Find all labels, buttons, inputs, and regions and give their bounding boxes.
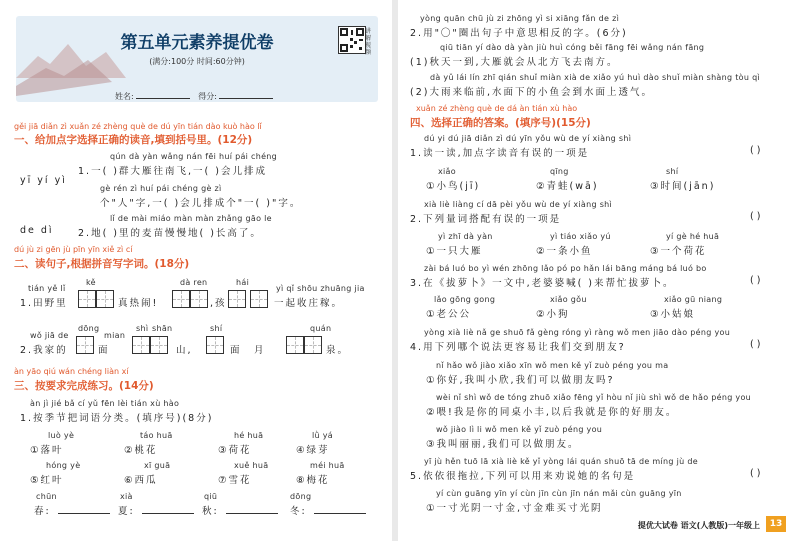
answer-paren[interactable]: ( ): [750, 339, 761, 350]
s2-q1-mid: 真热闹!: [118, 298, 159, 309]
answer-cell[interactable]: [96, 290, 114, 308]
answer-cell[interactable]: [304, 336, 322, 354]
s2-q2-py6: quán: [310, 324, 332, 333]
s2-q2-seg5: 泉。: [326, 345, 350, 356]
r-q43-opt2: ②小狗: [536, 309, 570, 320]
r-q43-opt1-py: lǎo gōng gong: [434, 295, 496, 304]
word-7: ⑦雪花: [218, 475, 252, 486]
book-spine: [392, 0, 398, 541]
answer-paren[interactable]: ( ): [750, 211, 761, 222]
s3-q1: 1.按季节把词语分类。(填序号)(8分): [20, 413, 214, 424]
word-py-6: xī guā: [144, 461, 171, 470]
s2-q1-comma: ,孩: [210, 298, 227, 309]
section3-pinyin: àn yāo qiú wán chéng liàn xí: [14, 367, 129, 376]
s1-pinyin-row3: lǐ de mài miáo màn màn zhǎng gāo le: [110, 214, 272, 223]
s2-q2-start: 2.我家的: [20, 345, 68, 356]
r-q2-1: (1)秋天一到,大雁就会从北方飞去南方。: [410, 57, 619, 68]
s1-options: yī yí yì: [20, 175, 67, 186]
word-8: ⑧梅花: [296, 475, 330, 486]
s2-q1-cell1-py: kě: [86, 278, 96, 287]
r-q44-3: ③我叫丽丽,我们可以做朋友。: [426, 439, 580, 450]
s1-sentence1: 1.一( )群大雁往南飞,一( )会儿排成: [78, 166, 267, 177]
exam-header: [16, 16, 378, 102]
word-py-1: luò yè: [48, 431, 75, 440]
answer-cell[interactable]: [250, 290, 268, 308]
r-q2-pinyin: yòng quān chū jù zi zhōng yì si xiāng fǎn de zì: [420, 14, 620, 23]
answer-paren[interactable]: ( ): [750, 275, 761, 286]
r-q2-1-pinyin: qiū tiān yí dào dà yàn jiù huì cóng běi fāng fēi wǎng nán fāng: [440, 43, 705, 52]
answer-cell[interactable]: [132, 336, 150, 354]
season-py-winter: dōng: [290, 492, 312, 501]
s2-q2-seg1: 面: [98, 345, 110, 356]
name-field[interactable]: [136, 90, 190, 99]
r-q41-opt1-py: xiǎo: [438, 167, 456, 176]
answer-paren[interactable]: ( ): [750, 145, 761, 156]
s1-sentence3: 2.地( )里的麦苗慢慢地( )长高了。: [78, 228, 262, 239]
answer-cell[interactable]: [78, 290, 96, 308]
r-q42: 2.下列量词搭配有误的一项是: [410, 214, 562, 225]
r-q43-opt1: ①老公公: [426, 309, 472, 320]
page-number: 13: [766, 516, 786, 532]
r-q2: 2.用"〇"圈出句子中意思相反的字。(6分): [410, 28, 628, 39]
r-q44-2-pinyin: wèi nǐ shì wǒ de tóng zhuō xiǎo fēng yǐ hòu nǐ jiù shì wǒ de hǎo péng you: [436, 393, 752, 402]
r-q44-3-pinyin: wǒ jiào lì li wǒ men kě yǐ zuò péng you: [436, 425, 603, 434]
r-q42-opt1-py: yì zhī dà yàn: [438, 232, 493, 241]
word-py-7: xuě huā: [234, 461, 269, 470]
word-5: ⑤红叶: [30, 475, 64, 486]
r-q41-pinyin: dú yi dú jiā diǎn zì dú yīn yǒu wù de yí xiàng shì: [424, 134, 632, 143]
r-q41-opt1: ①小鸟(jī): [426, 181, 481, 192]
r-q44-pinyin: yòng xià liè nǎ ge shuō fǎ gèng róng yì ràng wǒ men jiāo dào péng you: [424, 328, 731, 337]
word-6: ⑥西瓜: [124, 475, 158, 486]
answer-cell[interactable]: [76, 336, 94, 354]
r-q45-1-pinyin: yí cùn guāng yīn yí cùn jīn cùn jīn nán mǎi cùn guāng yīn: [436, 489, 682, 498]
r-q45-1: ①一寸光阴一寸金,寸金难买寸光阴: [426, 503, 603, 514]
season-py-spring: chūn: [36, 492, 57, 501]
r-q43-opt2-py: xiǎo gǒu: [550, 295, 587, 304]
section2-title: 二、读句子,根据拼音写字词。(18分): [14, 258, 190, 270]
s1-pinyin-row1: qún dà yàn wǎng nán fēi huí pái chéng: [110, 152, 278, 161]
s2-q2-py2: mian: [104, 331, 126, 340]
r-q43: 3.在《拔萝卜》一文中,老婆婆喊( )来帮忙拔萝卜。: [410, 278, 675, 289]
r-q41: 1.读一读,加点字读音有误的一项是: [410, 148, 590, 159]
word-1: ①落叶: [30, 445, 64, 456]
r-q42-opt2-py: yì tiáo xiǎo yú: [550, 232, 611, 241]
word-2: ②桃花: [124, 445, 158, 456]
r-q43-opt3: ③小姑娘: [650, 309, 696, 320]
season-summer: 夏:: [118, 506, 135, 517]
answer-cell[interactable]: [190, 290, 208, 308]
section2-pinyin: dú jù zi gēn jù pīn yīn xiě zì cí: [14, 245, 133, 254]
answer-cell[interactable]: [286, 336, 304, 354]
s2-q2-py5: shí: [210, 324, 223, 333]
season-py-autumn: qiū: [204, 492, 218, 501]
answer-line[interactable]: [58, 513, 110, 514]
s2-q1-pinyin: tián yě lǐ: [28, 284, 66, 293]
section1-title: 一、给加点字选择正确的读音,填到括号里。(12分): [14, 134, 253, 146]
r-q42-pinyin: xià liè liàng cí dā pèi yǒu wù de yí xiàng shì: [424, 200, 613, 209]
s2-q2-py1: dōng: [78, 324, 100, 333]
s2-q2-seg2: 山,: [176, 345, 193, 356]
season-autumn: 秋:: [202, 506, 219, 517]
qr-label: 讲解视频: [365, 28, 372, 56]
word-py-2: táo huā: [140, 431, 173, 440]
s2-q2-py3: shì: [136, 324, 149, 333]
footer-brand: 提优大试卷 语文(人教版)一年级上: [637, 521, 760, 530]
score-field[interactable]: [219, 90, 273, 99]
season-spring: 春:: [34, 506, 51, 517]
r-q43-pinyin: zài bá luó bo yì wén zhōng lǎo pó po hǎn lái bāng máng bá luó bo: [424, 264, 707, 273]
answer-line[interactable]: [314, 513, 366, 514]
exam-title: 第五单元素养提优卷: [120, 33, 274, 53]
s2-q1-end: 一起收庄稼。: [274, 298, 344, 309]
r-q45: 5.依依很拖拉,下列可以用来劝说她的名句是: [410, 471, 636, 482]
word-3: ③荷花: [218, 445, 252, 456]
s1-sentence2: 个"人"字,一( )会儿排成个"一( )"字。: [100, 198, 302, 209]
word-py-4: lǜ yá: [312, 431, 333, 440]
section4-pinyin: xuǎn zé zhèng què de dá àn tián xù hào: [416, 104, 578, 113]
qr-code[interactable]: [338, 26, 366, 54]
r-q41-opt2: ②青蛙(wā): [536, 181, 599, 192]
s1-options-2: de dì: [20, 225, 54, 236]
answer-cell[interactable]: [172, 290, 190, 308]
answer-paren[interactable]: ( ): [750, 468, 761, 479]
s2-q1-cell3-py: hái: [236, 278, 250, 287]
s2-q2-seg4: 月: [254, 345, 266, 356]
answer-cell[interactable]: [206, 336, 224, 354]
season-winter: 冬:: [290, 506, 307, 517]
section3-title: 三、按要求完成练习。(14分): [14, 380, 154, 392]
s2-q2-py4: shān: [152, 324, 173, 333]
r-q41-opt3: ③时间(jān): [650, 181, 716, 192]
r-q2-2: (2)大雨来临前,水面下的小鱼会到水面上透气。: [410, 87, 653, 98]
s3-q1-pinyin: àn jì jié bǎ cí yǔ fēn lèi tián xù hào: [30, 399, 180, 408]
answer-cell[interactable]: [150, 336, 168, 354]
word-py-3: hé huā: [234, 431, 264, 440]
answer-line[interactable]: [226, 513, 278, 514]
s2-q1-tail-py: yì qǐ shōu zhuāng jia: [276, 284, 365, 293]
r-q44-1: ①你好,我叫小欣,我们可以做朋友吗?: [426, 375, 615, 386]
r-q44-1-pinyin: nǐ hǎo wǒ jiào xiǎo xīn wǒ men kě yǐ zuò péng you ma: [436, 361, 669, 370]
answer-cell[interactable]: [228, 290, 246, 308]
s2-q2-pinyin: wǒ jiā de: [30, 331, 69, 340]
s1-pinyin-row2: gè rén zì huí pái chéng gè zì: [100, 184, 222, 193]
season-py-summer: xià: [120, 492, 133, 501]
r-q41-opt3-py: shí: [666, 167, 679, 176]
word-py-8: méi huā: [310, 461, 345, 470]
left-page: [0, 0, 392, 541]
s2-q2-seg3: 面: [230, 345, 242, 356]
s2-q1-start: 1.田野里: [20, 298, 68, 309]
name-score-row: [16, 90, 378, 102]
r-q42-opt2: ②一条小鱼: [536, 246, 593, 257]
r-q2-2-pinyin: dà yǔ lái lín zhī qián shuǐ miàn xià de xiǎo yú huì dào shuǐ miàn shàng tòu qì: [430, 73, 760, 82]
r-q45-pinyin: yī jù hěn tuō lā xià liè kě yǐ yòng lái quán shuō tā de míng jù de: [424, 457, 698, 466]
r-q42-opt1: ①一只大雁: [426, 246, 483, 257]
r-q44: 4.用下列哪个说法更容易让我们交到朋友?: [410, 342, 626, 353]
name-label: 姓名:: [115, 92, 134, 101]
r-q41-opt2-py: qīng: [550, 167, 569, 176]
r-q43-opt3-py: xiǎo gū niang: [664, 295, 723, 304]
r-q44-2: ②喂!我是你的同桌小丰,以后我就是你的好朋友。: [426, 407, 678, 418]
word-py-5: hóng yè: [46, 461, 81, 470]
score-label: 得分:: [198, 92, 217, 101]
section1-pinyin: gěi jiā diǎn zì xuǎn zé zhèng què de dú yīn tián dào kuò hào lǐ: [14, 122, 262, 131]
answer-line[interactable]: [142, 513, 194, 514]
exam-subtitle: (满分:100分 时间:60分钟): [149, 57, 245, 66]
word-4: ④绿芽: [296, 445, 330, 456]
section4-title: 四、选择正确的答案。(填序号)(15分): [410, 117, 591, 129]
s2-q1-cell2-py: dà ren: [180, 278, 208, 287]
r-q42-opt3: ③一个荷花: [650, 246, 707, 257]
r-q42-opt3-py: yí gè hé huā: [666, 232, 720, 241]
